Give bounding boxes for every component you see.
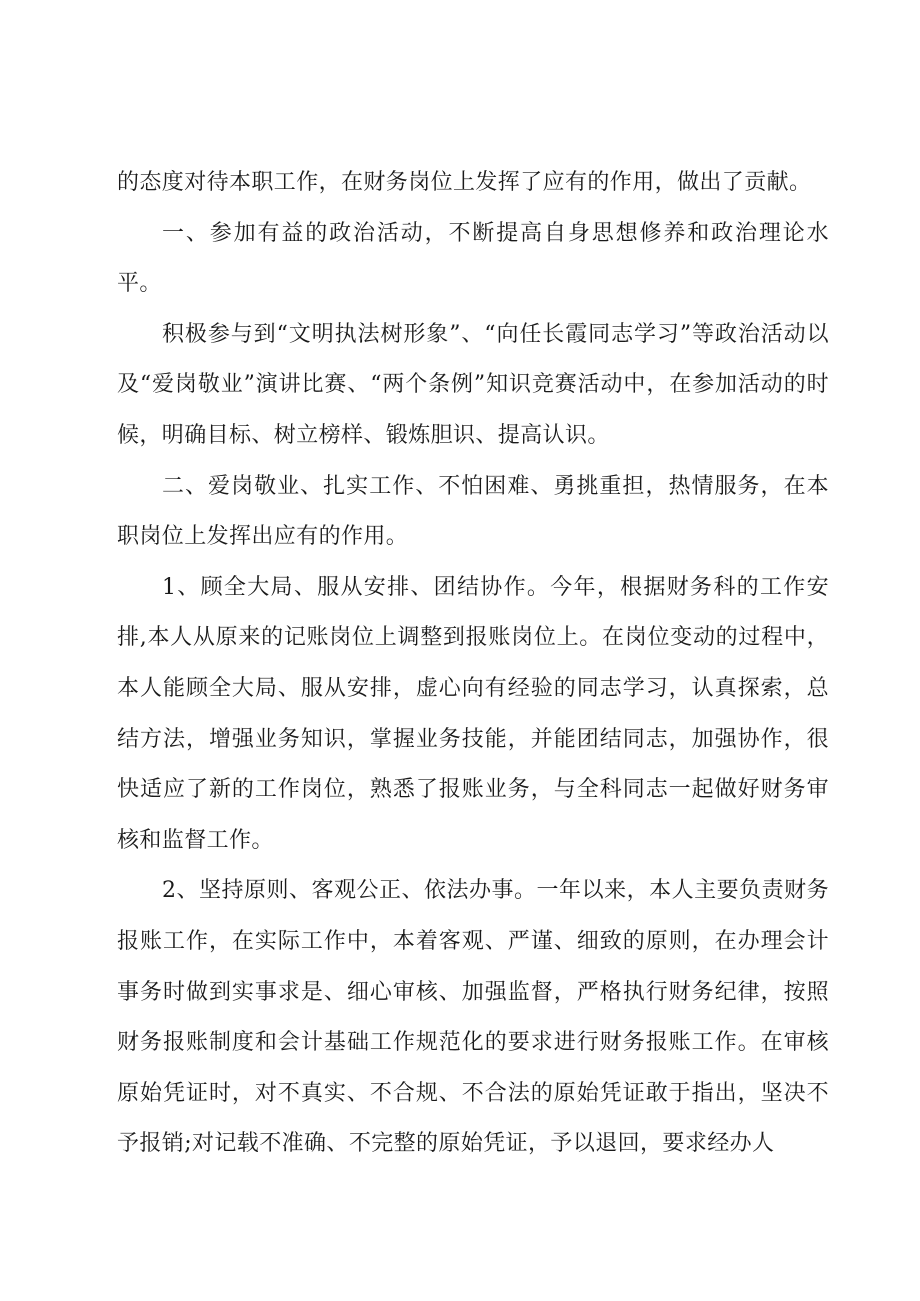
paragraph-4: 二、爱岗敬业、扎实工作、不怕困难、勇挑重担，热情服务，在本职岗位上发挥出应有的作用。 [117, 473, 829, 550]
document-body [117, 158, 829, 1170]
paragraph-3: 积极参与到“文明执法树形象”、“向任长霞同志学习”等政治活动以及“爱岗敬业”演讲比赛、“两个条例”知识竞赛活动中，在参加活动的时候，明确目标、树立榜样、锻炼胆识、提高认识。 [117, 321, 829, 448]
paragraph-6: 2、坚持原则、客观公正、依法办事。一年以来，本人主要负责财务报账工作，在实际工作中，本着客观、严谨、细致的原则，在办理会计事务时做到实事求是、细心审核、加强监督，严格执行财务纪律，按照财务报账制度和会计基础工作规范化的要求进行财务报账工作。在审核原始凭证时，对不真实、不合规、不合法的原始凭证敢于指出，坚决不予报销;对记载不准确、不完整的原始凭证，予以退回，要求经办人 [117, 878, 829, 1157]
paragraph-2: 一、参加有益的政治活动，不断提高自身思想修养和政治理论水平。 [117, 220, 829, 297]
paragraph-5: 1、顾全大局、服从安排、团结协作。今年，根据财务科的工作安排,本人从原来的记账岗位上调整到报账岗位上。在岗位变动的过程中，本人能顾全大局、服从安排，虚心向有经验的同志学习，认真探索，总结方法，增强业务知识，掌握业务技能，并能团结同志，加强协作，很快适应了新的工作岗位，熟悉了报账业务，与全科同志一起做好财务审核和监督工作。 [117, 574, 829, 853]
paragraph-1: 的态度对待本职工作，在财务岗位上发挥了应有的作用，做出了贡献。 [117, 170, 812, 195]
